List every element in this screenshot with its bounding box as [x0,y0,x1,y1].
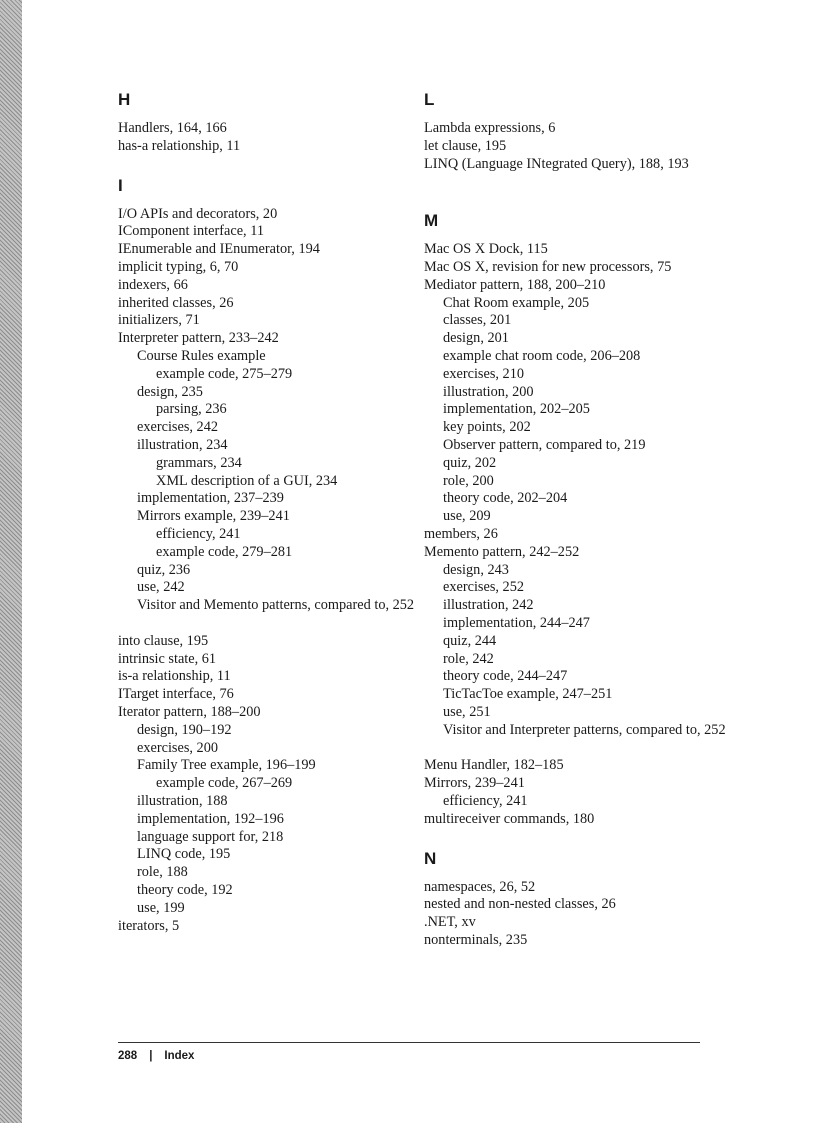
scanned-page-edge [0,0,22,1123]
index-subentry: language support for, 218 [137,828,284,845]
index-subentry: role, 242 [443,650,494,667]
index-entry: into clause, 195 [118,632,209,649]
section-letter-n: N [424,848,437,868]
index-subentry: use, 199 [137,899,185,916]
index-subentry: illustration, 234 [137,437,228,453]
index-subentry: use, 251 [443,704,491,720]
index-entry: Mac OS X, revision for new processors, 75 [424,259,672,275]
index-subentry: parsing, 236 [156,401,227,418]
index-subentry: exercises, 242 [137,419,218,436]
index-entry: I/O APIs and decorators, 20 [118,205,278,222]
index-subentry: role, 188 [137,864,188,881]
index-subentry: efficiency, 241 [156,526,241,542]
index-subentry: design, 201 [443,330,509,347]
index-entry: Mediator pattern, 188, 200–210 [424,276,606,293]
index-entry: Iterator pattern, 188–200 [118,704,261,720]
index-entry: intrinsic state, 61 [118,650,217,667]
index-entry: LINQ (Language INtegrated Query), 188, 193 [424,155,689,172]
index-subentry: use, 209 [443,508,491,525]
index-entry: members, 26 [424,526,498,542]
index-entry: has-a relationship, 11 [118,137,241,154]
footer-separator: | [149,1050,153,1062]
index-entry: Memento pattern, 242–252 [424,543,580,560]
index-entry: iterators, 5 [118,917,180,934]
index-subentry: Mirrors example, 239–241 [137,508,290,525]
index-subentry: Chat Room example, 205 [443,294,590,311]
index-entry: Interpreter pattern, 233–242 [118,330,279,347]
index-entry: multireceiver commands, 180 [424,810,595,827]
index-entry: namespaces, 26, 52 [424,878,536,895]
index-subentry: key points, 202 [443,419,531,436]
index-subentry: example code, 275–279 [156,365,293,382]
index-subentry: role, 200 [443,472,494,489]
index-entry: ITarget interface, 76 [118,686,234,703]
index-entry: implicit typing, 6, 70 [118,259,239,275]
index-subentry: classes, 201 [443,312,512,329]
index-entry: nested and non-nested classes, 26 [424,896,616,913]
index-subentry: implementation, 244–247 [443,615,590,631]
index-subentry: illustration, 188 [137,793,228,809]
index-entry: IComponent interface, 11 [118,223,264,240]
page-number: 288 [118,1050,138,1062]
index-subentry: design, 243 [443,561,509,578]
index-subentry: quiz, 244 [443,632,497,649]
index-subentry: example code, 267–269 [156,775,293,792]
index-subentry: Course Rules example [137,348,266,364]
index-entry: IEnumerable and IEnumerator, 194 [118,241,320,258]
index-subentry: Family Tree example, 196–199 [137,757,316,774]
index-subentry: quiz, 202 [443,454,497,471]
index-subentry: implementation, 237–239 [137,490,284,507]
index-subentry: exercises, 252 [443,579,524,596]
index-subentry: use, 242 [137,579,185,596]
index-subentry: theory code, 192 [137,882,233,898]
index-subentry: implementation, 202–205 [443,401,590,418]
index-entry: inherited classes, 26 [118,294,234,311]
index-subentry: illustration, 200 [443,383,534,400]
index-subentry: example code, 279–281 [156,543,293,560]
index-entry: initializers, 71 [118,312,200,329]
index-subentry: design, 190–192 [137,721,232,738]
index-subentry: Visitor and Memento patterns, compared to, 252 [137,597,415,614]
index-subentry: theory code, 244–247 [443,668,568,685]
index-subentry: theory code, 202–204 [443,490,568,507]
index-entry: is-a relationship, 11 [118,668,231,685]
index-subentry: LINQ code, 195 [137,846,231,863]
index-subentry: exercises, 210 [443,365,524,382]
section-letter-m: M [424,211,439,231]
index-entry: Handlers, 164, 166 [118,120,227,136]
index-subentry: TicTacToe example, 247–251 [443,686,613,703]
footer-section-title: Index [164,1050,195,1062]
footer-rule [118,1042,700,1043]
index-subentry: design, 235 [137,383,203,400]
section-letter-i: I [118,175,123,195]
index-subentry: grammars, 234 [156,454,242,471]
index-subentry: quiz, 236 [137,561,191,578]
page-footer [118,1049,194,1063]
index-entry: indexers, 66 [118,276,188,293]
index-subentry: example chat room code, 206–208 [443,348,641,364]
index-entry: Lambda expressions, 6 [424,120,556,136]
index-entry: Mirrors, 239–241 [424,775,525,792]
index-entry: .NET, xv [424,914,476,931]
index-subentry: Visitor and Interpreter patterns, compared to, 252 [443,721,726,738]
index-entry: nonterminals, 235 [424,932,528,948]
index-subentry: Observer pattern, compared to, 219 [443,437,646,453]
index-subentry: illustration, 242 [443,597,534,614]
index-entry: Mac OS X Dock, 115 [424,241,548,258]
index-entry: Menu Handler, 182–185 [424,757,564,774]
index-subentry: exercises, 200 [137,739,218,756]
section-letter-h: H [118,90,131,109]
index-subentry: implementation, 192–196 [137,810,284,827]
index-subentry: XML description of a GUI, 234 [156,472,338,489]
index-entry: let clause, 195 [424,137,507,154]
index-subentry: efficiency, 241 [443,793,528,809]
section-letter-l: L [424,90,435,109]
